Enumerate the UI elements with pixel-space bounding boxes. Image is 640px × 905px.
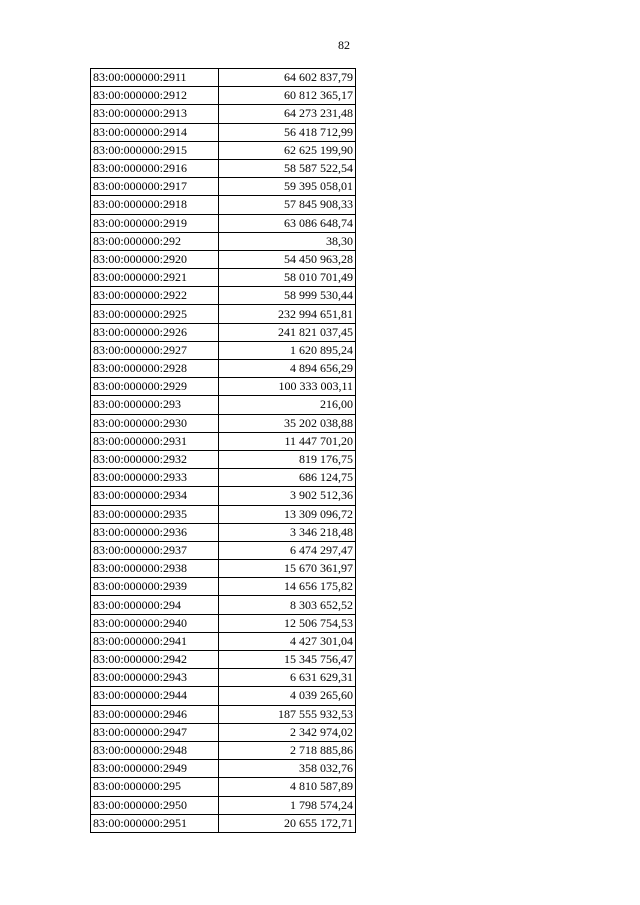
table-row	[91, 69, 356, 87]
cadastral-value-cell: 2 718 885,86	[219, 741, 356, 759]
cadastral-number-cell: 83:00:000000:2930	[91, 414, 219, 432]
cadastral-value-cell: 14 656 175,82	[219, 578, 356, 596]
cadastral-number-cell: 83:00:000000:2928	[91, 360, 219, 378]
cadastral-value-cell: 63 086 648,74	[219, 214, 356, 232]
cadastral-value-cell: 13 309 096,72	[219, 505, 356, 523]
cadastral-number-cell: 83:00:000000:2915	[91, 141, 219, 159]
table-row	[91, 396, 356, 414]
cadastral-number-cell: 83:00:000000:2925	[91, 305, 219, 323]
cadastral-number-cell: 83:00:000000:292	[91, 232, 219, 250]
table-row	[91, 341, 356, 359]
cadastral-number-cell: 83:00:000000:2941	[91, 632, 219, 650]
table-row	[91, 651, 356, 669]
cadastral-number-cell: 83:00:000000:2913	[91, 105, 219, 123]
table-row	[91, 269, 356, 287]
cadastral-value-cell: 187 555 932,53	[219, 705, 356, 723]
table-row	[91, 669, 356, 687]
cadastral-value-cell: 232 994 651,81	[219, 305, 356, 323]
cadastral-value-cell: 2 342 974,02	[219, 723, 356, 741]
cadastral-value-cell: 58 999 530,44	[219, 287, 356, 305]
cadastral-value-cell: 11 447 701,20	[219, 432, 356, 450]
table-row	[91, 141, 356, 159]
cadastral-value-cell: 1 620 895,24	[219, 341, 356, 359]
cadastral-number-cell: 83:00:000000:2921	[91, 269, 219, 287]
cadastral-value-cell: 57 845 908,33	[219, 196, 356, 214]
cadastral-value-cell: 4 039 265,60	[219, 687, 356, 705]
cadastral-number-cell: 83:00:000000:2918	[91, 196, 219, 214]
table-row	[91, 523, 356, 541]
table-row	[91, 450, 356, 468]
table-row	[91, 196, 356, 214]
table-row	[91, 105, 356, 123]
cadastral-number-cell: 83:00:000000:2932	[91, 450, 219, 468]
table-row	[91, 578, 356, 596]
cadastral-value-cell: 12 506 754,53	[219, 614, 356, 632]
cadastral-value-cell: 35 202 038,88	[219, 414, 356, 432]
table-row	[91, 178, 356, 196]
cadastral-number-cell: 83:00:000000:2920	[91, 250, 219, 268]
cadastral-number-cell: 83:00:000000:2935	[91, 505, 219, 523]
cadastral-value-cell: 59 395 058,01	[219, 178, 356, 196]
cadastral-number-cell: 83:00:000000:2944	[91, 687, 219, 705]
cadastral-number-cell: 83:00:000000:2939	[91, 578, 219, 596]
table-row	[91, 432, 356, 450]
table-row	[91, 287, 356, 305]
cadastral-value-cell: 58 587 522,54	[219, 159, 356, 177]
cadastral-number-cell: 83:00:000000:2926	[91, 323, 219, 341]
table-row	[91, 487, 356, 505]
cadastral-number-cell: 83:00:000000:2934	[91, 487, 219, 505]
cadastral-number-cell: 83:00:000000:2937	[91, 541, 219, 559]
cadastral-value-cell: 241 821 037,45	[219, 323, 356, 341]
table-row	[91, 159, 356, 177]
cadastral-value-cell: 819 176,75	[219, 450, 356, 468]
table-row	[91, 778, 356, 796]
table-row	[91, 705, 356, 723]
cadastral-value-cell: 64 273 231,48	[219, 105, 356, 123]
cadastral-value-cell: 62 625 199,90	[219, 141, 356, 159]
table-row	[91, 814, 356, 832]
table-row	[91, 723, 356, 741]
cadastral-number-cell: 83:00:000000:2951	[91, 814, 219, 832]
table-row	[91, 560, 356, 578]
cadastral-value-cell: 64 602 837,79	[219, 69, 356, 87]
cadastral-value-cell: 4 894 656,29	[219, 360, 356, 378]
table-row	[91, 123, 356, 141]
cadastral-number-cell: 83:00:000000:2929	[91, 378, 219, 396]
cadastral-value-cell: 100 333 003,11	[219, 378, 356, 396]
table-row	[91, 87, 356, 105]
table-row	[91, 760, 356, 778]
cadastral-number-cell: 83:00:000000:2922	[91, 287, 219, 305]
cadastral-number-cell: 83:00:000000:2933	[91, 469, 219, 487]
cadastral-value-cell: 686 124,75	[219, 469, 356, 487]
cadastral-number-cell: 83:00:000000:2938	[91, 560, 219, 578]
cadastral-number-cell: 83:00:000000:2912	[91, 87, 219, 105]
table-row	[91, 505, 356, 523]
cadastral-value-cell: 15 670 361,97	[219, 560, 356, 578]
table-row	[91, 741, 356, 759]
table-row	[91, 541, 356, 559]
cadastral-number-cell: 83:00:000000:2950	[91, 796, 219, 814]
table-row	[91, 414, 356, 432]
cadastral-value-cell: 4 810 587,89	[219, 778, 356, 796]
cadastral-value-cell: 3 902 512,36	[219, 487, 356, 505]
cadastral-value-cell: 8 303 652,52	[219, 596, 356, 614]
cadastral-number-cell: 83:00:000000:295	[91, 778, 219, 796]
table-row	[91, 323, 356, 341]
cadastral-number-cell: 83:00:000000:293	[91, 396, 219, 414]
table-row	[91, 305, 356, 323]
cadastral-number-cell: 83:00:000000:2916	[91, 159, 219, 177]
table-row	[91, 796, 356, 814]
cadastral-number-cell: 83:00:000000:2936	[91, 523, 219, 541]
table-row	[91, 214, 356, 232]
cadastral-number-cell: 83:00:000000:2940	[91, 614, 219, 632]
table-row	[91, 378, 356, 396]
table-row	[91, 596, 356, 614]
cadastral-value-cell: 358 032,76	[219, 760, 356, 778]
cadastral-number-cell: 83:00:000000:2917	[91, 178, 219, 196]
table-row	[91, 250, 356, 268]
cadastral-value-cell: 6 631 629,31	[219, 669, 356, 687]
cadastral-number-cell: 83:00:000000:2927	[91, 341, 219, 359]
cadastral-number-cell: 83:00:000000:2942	[91, 651, 219, 669]
cadastral-value-cell: 1 798 574,24	[219, 796, 356, 814]
table-body	[91, 69, 356, 833]
cadastral-number-cell: 83:00:000000:2943	[91, 669, 219, 687]
cadastral-number-cell: 83:00:000000:2949	[91, 760, 219, 778]
cadastral-value-cell: 4 427 301,04	[219, 632, 356, 650]
table-row	[91, 687, 356, 705]
cadastral-value-cell: 38,30	[219, 232, 356, 250]
cadastral-number-cell: 83:00:000000:2947	[91, 723, 219, 741]
cadastral-value-cell: 58 010 701,49	[219, 269, 356, 287]
table-row	[91, 614, 356, 632]
cadastral-number-cell: 83:00:000000:2911	[91, 69, 219, 87]
cadastral-value-table	[90, 68, 356, 833]
cadastral-value-cell: 3 346 218,48	[219, 523, 356, 541]
cadastral-number-cell: 83:00:000000:2914	[91, 123, 219, 141]
table-row	[91, 232, 356, 250]
cadastral-number-cell: 83:00:000000:2948	[91, 741, 219, 759]
cadastral-value-cell: 216,00	[219, 396, 356, 414]
cadastral-value-cell: 56 418 712,99	[219, 123, 356, 141]
page-number: 82	[338, 38, 350, 52]
cadastral-number-cell: 83:00:000000:294	[91, 596, 219, 614]
cadastral-number-cell: 83:00:000000:2931	[91, 432, 219, 450]
table-row	[91, 360, 356, 378]
cadastral-value-cell: 15 345 756,47	[219, 651, 356, 669]
cadastral-value-cell: 6 474 297,47	[219, 541, 356, 559]
cadastral-value-cell: 54 450 963,28	[219, 250, 356, 268]
table-row	[91, 632, 356, 650]
cadastral-number-cell: 83:00:000000:2919	[91, 214, 219, 232]
cadastral-value-cell: 60 812 365,17	[219, 87, 356, 105]
cadastral-number-cell: 83:00:000000:2946	[91, 705, 219, 723]
table-row	[91, 469, 356, 487]
cadastral-value-cell: 20 655 172,71	[219, 814, 356, 832]
